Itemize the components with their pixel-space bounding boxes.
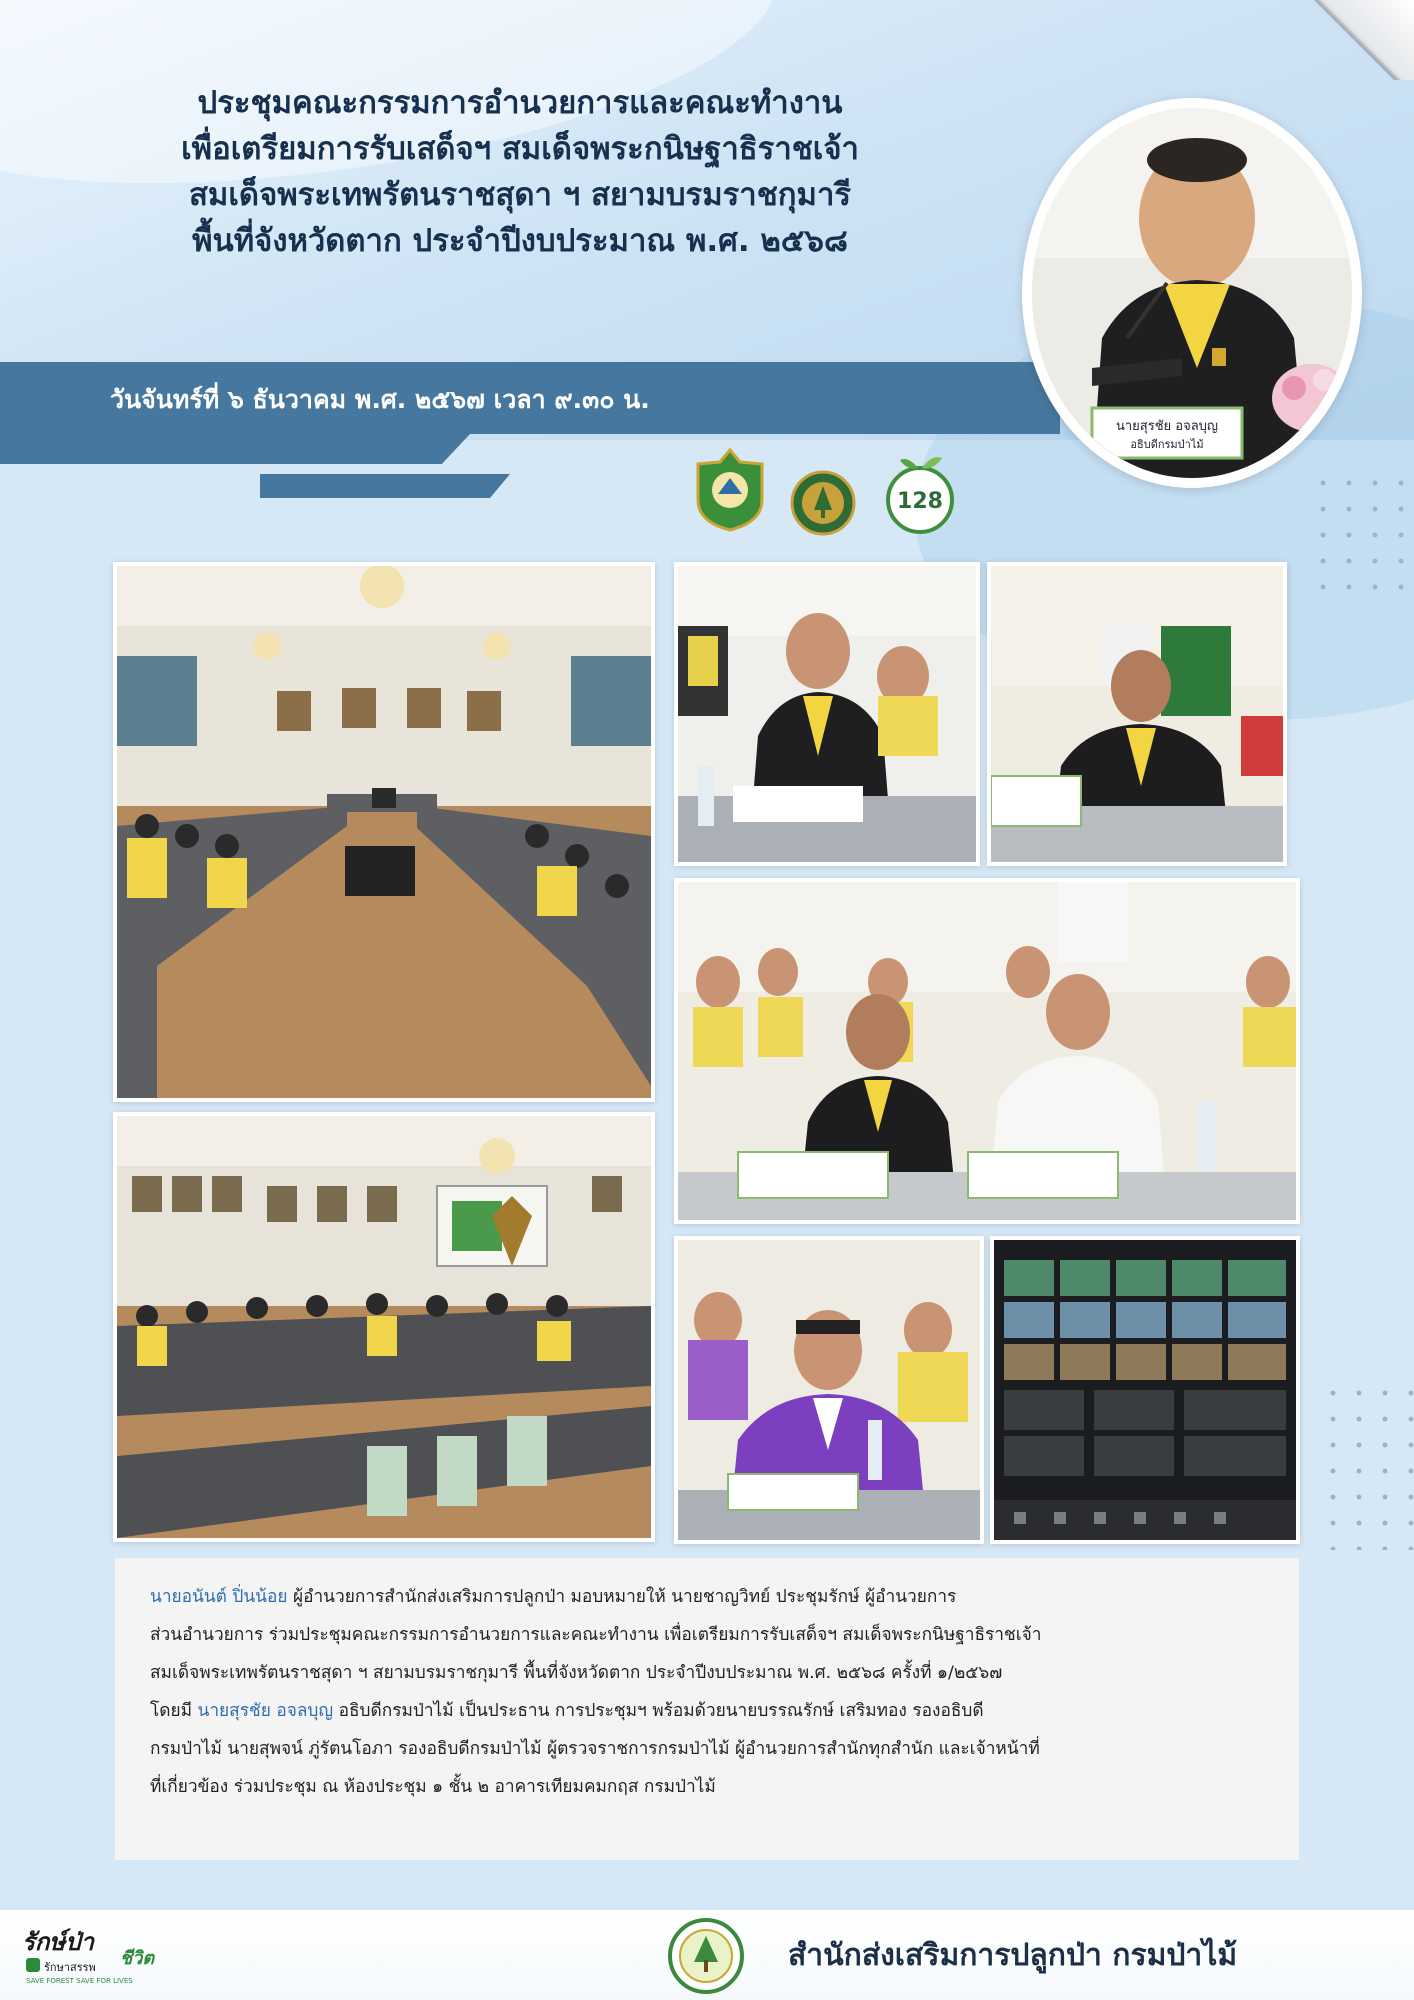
body-line: [150, 1654, 1274, 1692]
body-text-segment: กรมป่าไม้ นายสุพจน์ ภู่รัตนโอภา รองอธิบดีกรมป่าไม้ ผู้ตรวจราชการกรมป่าไม้ ผู้อำนวยการสำนักทุกสำนัก และเจ้าหน้าที่: [150, 1739, 1040, 1759]
royal-project-emblem: [692, 448, 768, 532]
dot-pattern-decoration: [1320, 1380, 1414, 1550]
participant-photo: [987, 562, 1287, 866]
anniversary-number: 128: [897, 489, 943, 514]
title-line: เพื่อเตรียมการรับเสด็จฯ สมเด็จพระกนิษฐาธิราชเจ้า: [181, 131, 859, 167]
page-curl-decoration: [1304, 0, 1414, 80]
video-conference-photo: [990, 1236, 1300, 1544]
body-text-segment: อธิบดีกรมป่าไม้ เป็นประธาน การประชุมฯ พร้อมด้วยนายบรรณรักษ์ เสริมทอง รองอธิบดี: [333, 1701, 984, 1721]
highlighted-name: นายสุรชัย อจลบุญ: [197, 1701, 334, 1721]
body-line: [150, 1692, 1274, 1730]
nameplate-role: อธิบดีกรมป่าไม้: [1130, 438, 1204, 451]
participant-photo: [674, 562, 980, 866]
royal-forest-department-seal: [790, 470, 856, 536]
body-text-segment: โดยมี: [150, 1701, 198, 1721]
dot-pattern-decoration: [1310, 470, 1414, 610]
nameplate-name: นายสุรชัย อจลบุญ: [1115, 419, 1219, 434]
campaign-logo-sub: ชีวิต: [120, 1948, 155, 1969]
anniversary-128-logo: [878, 452, 962, 536]
body-text-segment: ที่เกี่ยวข้อง ร่วมประชุม ณ ห้องประชุม ๑ ชั้น ๒ อาคารเทียมคมกฤส กรมป่าไม้: [150, 1777, 716, 1797]
title-line: ประชุมคณะกรรมการอำนวยการและคณะทำงาน: [197, 85, 843, 121]
body-text-segment: ผู้อำนวยการสำนักส่งเสริมการปลูกป่า มอบหมายให้ นายชาญวิทย์ ประชุมรักษ์ ผู้อำนวยการ: [287, 1587, 957, 1607]
chairman-portrait: [1022, 98, 1362, 488]
meeting-room-photo: [113, 562, 655, 1102]
organization-name: สำนักส่งเสริมการปลูกป่า กรมป่าไม้: [788, 1938, 1238, 1973]
participant-speaking-photo: [674, 1236, 984, 1544]
body-text-segment: สมเด็จพระเทพรัตนราชสุดา ฯ สยามบรมราชกุมารี พื้นที่จังหวัดตาก ประจำปีงบประมาณ พ.ศ. ๒๕๖๘ ครั้งที่ ๑/๒๕๖๗: [150, 1663, 1003, 1683]
body-text: [150, 1578, 1274, 1806]
chairman-photo: [1032, 108, 1352, 478]
body-line: [150, 1730, 1274, 1768]
meeting-presentation-photo: [113, 1112, 655, 1542]
campaign-logo-english: SAVE FOREST SAVE FOR LIVES: [26, 1977, 133, 1985]
body-line: [150, 1768, 1274, 1806]
highlighted-name: นายอนันต์ ปิ่นน้อย: [150, 1587, 288, 1607]
arrow-decoration: [0, 434, 470, 464]
page-title: [30, 80, 1010, 264]
lock-icon: [26, 1958, 40, 1972]
campaign-logo-main: รักษ์ป่า: [22, 1928, 94, 1956]
title-line: พื้นที่จังหวัดตาก ประจำปีงบประมาณ พ.ศ. ๒๕๖๘: [192, 223, 848, 259]
body-line: [150, 1616, 1274, 1654]
title-line: สมเด็จพระเทพรัตนราชสุดา ฯ สยามบรมราชกุมารี: [188, 177, 852, 213]
arrow-decoration: [260, 474, 510, 498]
meeting-date: วันจันทร์ที่ ๖ ธันวาคม พ.ศ. ๒๕๖๗ เวลา ๙.๓๐ น.: [110, 385, 650, 414]
campaign-logo-caption: รักษาสรรพ: [44, 1961, 96, 1974]
forest-plantation-office-seal: [668, 1918, 744, 1994]
body-text-segment: ส่วนอำนวยการ ร่วมประชุมคณะกรรมการอำนวยการและคณะทำงาน เพื่อเตรียมการรับเสด็จฯ สมเด็จพระกนิษฐาธิราชเจ้า: [150, 1625, 1042, 1645]
save-forest-campaign-logo: [22, 1920, 182, 1986]
body-line: [150, 1578, 1274, 1616]
participants-photo: [674, 878, 1300, 1224]
